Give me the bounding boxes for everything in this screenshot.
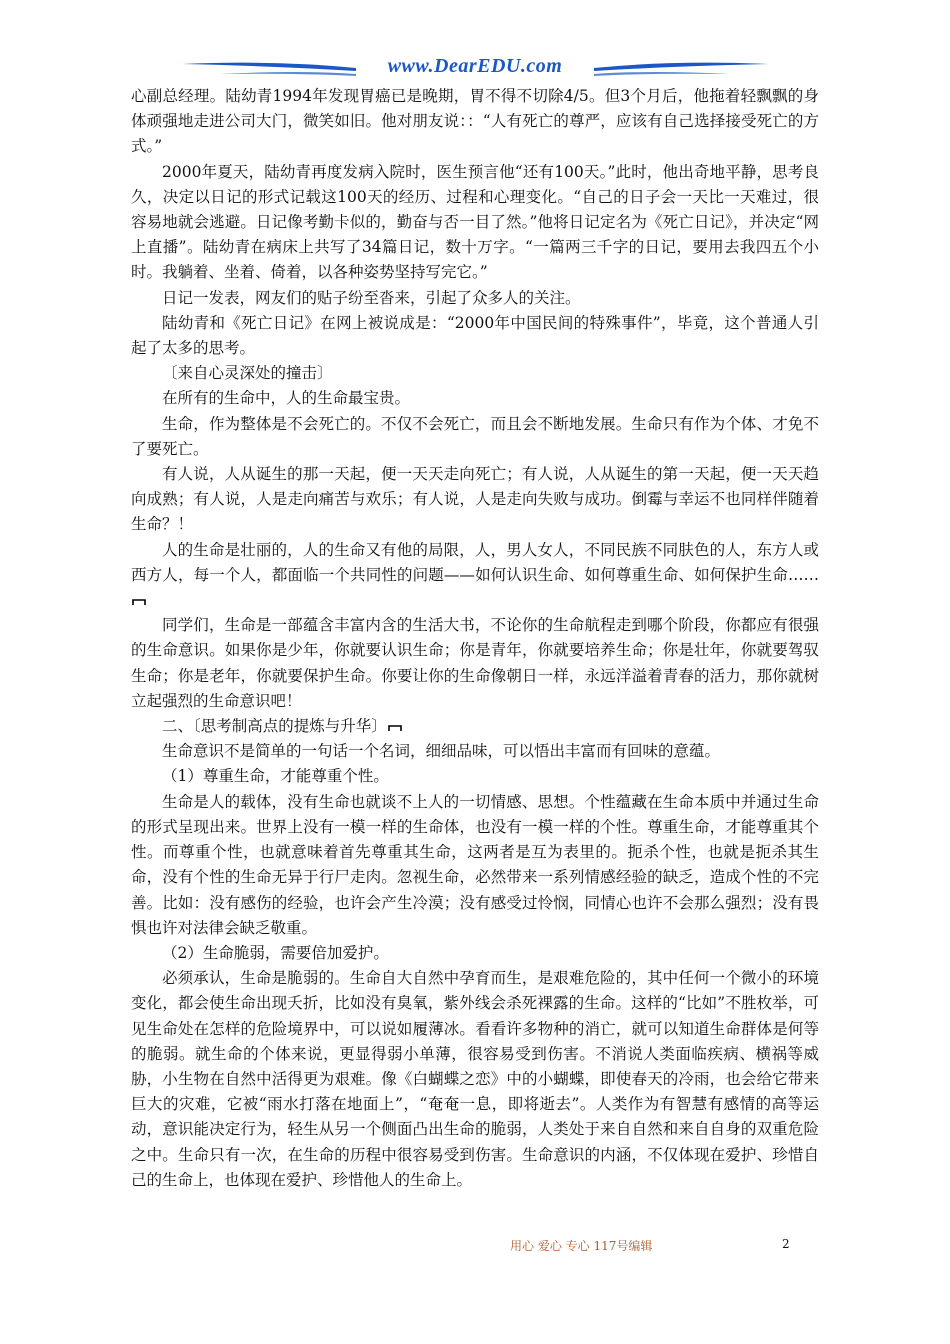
document-body [131,84,819,1193]
paragraph: 陆幼青和《死亡日记》在网上被说成是：“2000年中国民间的特殊事件”，毕竟，这个普通人引起了太多的思考。 [131,313,819,358]
section-heading: 〔来自心灵深处的撞击〕 [162,364,333,383]
paragraph: 生命意识不是简单的一句话一个名词，细细品味，可以悟出丰富而有回味的意蕴。 [162,742,721,761]
paragraph: 必须承认，生命是脆弱的。生命自大自然中孕育而生，是艰难危险的，其中任何一个微小的环境变化，都会使生命出现夭折，比如没有臭氧，紫外线会杀死裸露的生命。这样的“比如”不胜枚举，可见生命处在怎样的危险境界中，可以说如履薄冰。看看许多物种的消亡，就可以知道生命群体是何等的脆弱。就生命的个体来说，更显得弱小单薄，很容易受到伤害。不消说人类面临疾病、横祸等威胁，小生物在自然中活得更为艰难。像《白蝴蝶之恋》中的小蝴蝶，即使春天的冷雨，也会给它带来巨大的灾难，它被“雨水打落在地面上”，“奄奄一息，即将逝去”。人类作为有智慧有感情的高等运动，意识能决定行为，轻生从另一个侧面凸出生命的脆弱，人类处于来自自然和来自自身的双重危险之中。生命只有一次，在生命的历程中很容易受到伤害。生命意识的内涵，不仅体现在爱护、珍惜自己的生命上，也体现在爱护、珍惜他人的生命上。 [131,969,819,1189]
paragraph: 日记一发表，网友们的贴子纷至沓来，引起了众多人的关注。 [162,288,581,307]
editor-mark-icon [131,596,147,606]
page-number: 2 [782,1237,790,1251]
paragraph-text: 人的生命是壮丽的，人的生命又有他的局限，人，男人女人，不同民族不同肤色的人，东方人或西方人，每一个人，都面临一个共同性的问题——如何认识生命、如何尊重生命、如何保护生命…… [131,540,819,584]
footer-text: 用心 爱心 专心 117号编辑 [510,1239,653,1253]
paragraph: 有人说，人从诞生的那一天起，便一天天走向死亡；有人说，人从诞生的第一天起，便一天天趋向成熟；有人说，人是走向痛苦与欢乐；有人说，人是走向失败与成功。倒霉与幸运不也同样伴随着生命？！ [131,465,819,534]
site-url[interactable]: www.DearEDU.com [387,55,563,77]
paragraph: 同学们，生命是一部蕴含丰富内含的生活大书，不论你的生命航程走到哪个阶段，你都应有很强的生命意识。如果你是少年，你就要认识生命；你是青年，你就要培养生命；你是壮年，你就要驾驭生命；你是老年，你就要保护生命。你要让你的生命像朝日一样，永远洋溢着青春的活力，那你就树立起强烈的生命意识吧！ [131,616,819,710]
section-heading-with-mark [131,714,819,739]
subheading: （2）生命脆弱，需要倍加爱护。 [162,943,389,962]
paragraph: 生命，作为整体是不会死亡的。不仅不会死亡，而且会不断地发展。生命只有作为个体、才免不了要死亡。 [131,414,819,458]
paragraph: 生命是人的载体，没有生命也就谈不上人的一切情感、思想。个性蕴藏在生命本质中并通过生命的形式呈现出来。世界上没有一模一样的生命体，也没有一模一样的个性。尊重生命，才能尊重其个性。而尊重个性，也就意味着首先尊重其生命，这两者是互为表里的。扼杀个性，也就是扼杀其生命，没有个性的生命无异于行尸走肉。忽视生命，必然带来一系列情感经验的缺乏，造成个性的不完善。比如：没有感伤的经验，也许会产生冷漠；没有感受过怜悯，同情心也许不会那么强烈；没有畏惧也许对法律会缺乏敬重。 [131,792,819,937]
section-heading: 二、〔思考制高点的提炼与升华〕 [162,717,387,736]
editor-mark-icon [387,722,403,732]
paragraph-with-mark [131,538,819,614]
site-header [180,54,770,84]
paragraph: 在所有的生命中，人的生命最宝贵。 [162,389,411,408]
paragraph: 2000年夏天，陆幼青再度发病入院时，医生预言他“还有100天。”此时，他出奇地平静，思考良久，决定以日记的形式记载这100天的经历、过程和心理变化。“自己的日子会一天比一天难过，很容易地就会逃避。日记像考勤卡似的，勤奋与否一目了然。”他将日记定名为《死亡日记》，并决定“网上直播”。陆幼青在病床上共写了34篇日记，数十万字。“一篇两三千字的日记，要用去我四五个小时。我躺着、坐着、倚着，以各种姿势坚持写完它。” [131,162,819,282]
paragraph: 心副总经理。陆幼青1994年发现胃癌已是晚期，胃不得不切除4/5。但3个月后，他拖着轻飘飘的身体顽强地走进公司大门，微笑如旧。他对朋友说：：“人有死亡的尊严，应该有自己选择接受死亡的方式。” [131,87,819,156]
subheading: （1）尊重生命，才能尊重个性。 [162,767,389,786]
